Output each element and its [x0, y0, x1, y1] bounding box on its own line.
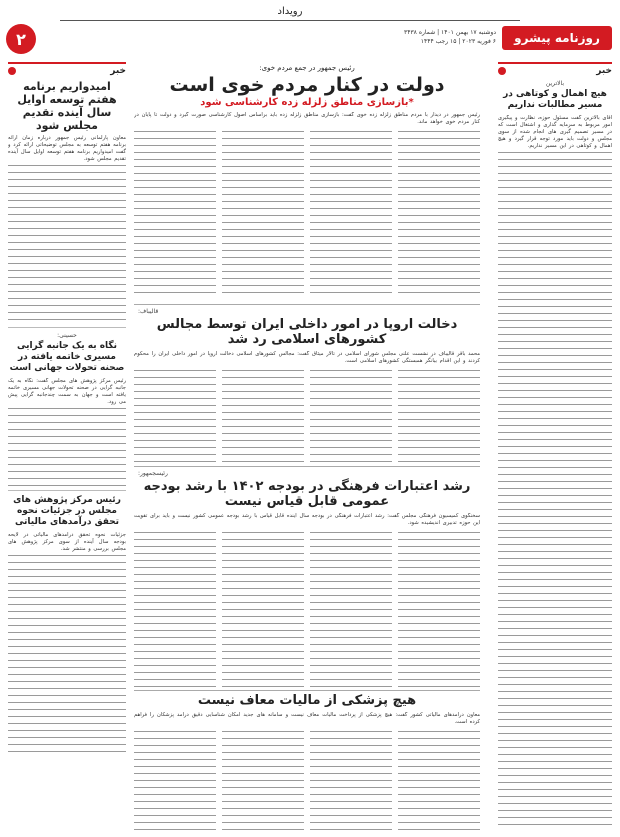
text-column [222, 729, 304, 831]
text-column [398, 368, 480, 463]
text-column [398, 729, 480, 831]
tax-headline: هیچ پزشکی از مالیات معاف نیست [197, 693, 417, 708]
left-body-2-continuation [8, 406, 126, 486]
dateline-row-2: ۶ فوریه ۲۰۲۳ | ۱۵ رجب ۱۴۴۴ [420, 38, 496, 45]
culture-body-columns [134, 530, 480, 687]
right-headline: هیچ اهمال و کوتاهی در مسیر مطالبات نداریم [503, 89, 607, 110]
text-column [222, 368, 304, 463]
europe-body-columns [134, 368, 480, 463]
culture-story [134, 466, 480, 687]
middle-column [134, 62, 480, 831]
text-column [134, 729, 216, 831]
main-body-columns [134, 129, 480, 299]
section-bullet-icon [498, 67, 506, 75]
section-label-text: خبر [596, 66, 612, 76]
culture-body: سخنگوی کمیسیون فرهنگی مجلس گفت: رشد اعتبارات فرهنگی در بودجه سال آینده قابل قیاس با رشد بودجه عمومی کشور نیست و باید برای تقویت این حوزه تدبیری اندیشیده شود. [134, 513, 480, 526]
text-column [134, 368, 216, 463]
left-headline-3: رئیس مرکز پژوهش های مجلس در جزئیات نحوه تحقق درآمدهای مالیاتی [13, 495, 121, 527]
text-column [310, 530, 392, 687]
europe-headline: دخالت اروپا در امور داخلی ایران توسط مجالس کشورهای اسلامی رد شد [156, 317, 458, 347]
left-headline-2: نگاه به یک جانبه گرایی مسیری خاتمه یافته در صحنه تحولات جهانی است [9, 341, 125, 373]
text-column [134, 129, 216, 299]
text-column [134, 530, 216, 687]
divider [8, 327, 126, 328]
left-body-1-continuation [8, 163, 126, 323]
left-body-3: جزئیات نحوه تحقق درآمدهای مالیاتی در لایحه بودجه سال آینده از سوی مرکز پژوهش های مجلس بررسی و منتشر شد. [8, 532, 126, 552]
main-body: رئیس جمهور در دیدار با مردم مناطق زلزله زده خوی گفت: بازسازی مناطق زلزله زده باید براساس اصول کارشناسی صورت گیرد و دولت تا پایان در کنار مردم خوی خواهد ماند. [134, 112, 480, 125]
main-kicker: رئیس جمهور در جمع مردم خوی: [259, 64, 355, 72]
text-column [398, 129, 480, 299]
main-subhead: *بازسازی مناطق زلزله زده کارشناسی شود [200, 97, 414, 108]
left-headline-1: امیدواریم برنامه هفتم توسعه اوایل سال آینده تقدیم مجلس شود [17, 80, 117, 132]
tax-story [134, 690, 480, 831]
left-body-2: رئیس مرکز پژوهش های مجلس گفت: نگاه به یک جانبه گرایی در صحنه تحولات جهانی مسیری خاتمه یافته است و جهان به سمت چندجانبه گرایی پیش می رود. [8, 378, 126, 405]
text-column [222, 530, 304, 687]
tax-body: معاون درآمدهای مالیاتی کشور گفت: هیچ پزشکی از پرداخت مالیات معاف نیست و سامانه های جدید امکان شناسایی دقیق درآمد پزشکان را فراهم کرده است. [134, 712, 480, 725]
left-column [8, 62, 126, 831]
section-title: رویداد [60, 6, 520, 21]
issue-dateline [376, 28, 496, 46]
text-column [398, 530, 480, 687]
main-headline: دولت در کنار مردم خوی است [169, 74, 445, 96]
europe-story [134, 304, 480, 463]
europe-body: محمد باقر قالیباف در نشست علنی مجلس شورای اسلامی در تالار میثاق گفت: مجالس کشورهای اسلامی دخالت اروپا در امور داخلی ایران را محکوم کردند و این اقدام بیانگر همبستگی کشورهای اسلامی است. [134, 351, 480, 364]
right-body-continuation [498, 150, 612, 831]
right-body: آقای بالاترین گفت مسئول حوزه، نظارت و پیگیری امور مربوط به سرمایه گذاری و اشتغال است که در مسیر تصمیم گیری های انجام شده از سوی مجلس و دولت باید مورد توجه قرار گیرد و هیچ اهمال و کوتاهی در این مسیر نداریم. [498, 115, 612, 149]
main-story [134, 62, 480, 300]
page-header [0, 0, 620, 56]
right-kicker: بالاترین [545, 80, 565, 87]
text-column [310, 729, 392, 831]
left-kicker-2: حسینی: [57, 332, 77, 339]
europe-kicker: قالیباف: [138, 308, 159, 315]
text-column [222, 129, 304, 299]
culture-kicker: رئیسجمهور: [138, 470, 168, 477]
section-bullet-icon [8, 67, 16, 75]
dateline-row-1: دوشنبه ۱۷ بهمن ۱۴۰۱ | شماره ۳۴۳۸ [404, 29, 496, 36]
text-column [310, 129, 392, 299]
right-section-label [498, 62, 612, 76]
left-section-label [8, 62, 126, 76]
text-column [310, 368, 392, 463]
divider [8, 490, 126, 491]
page-number-badge: ۲ [6, 24, 36, 54]
culture-headline: رشد اعتبارات فرهنگی در بودجه ۱۴۰۲ با رشد بودجه عمومی قابل قیاس نیست [143, 479, 471, 509]
newspaper-logo: روزنامه پیشرو [502, 26, 612, 50]
left-body-3-continuation [8, 553, 126, 753]
left-body-1: معاون پارلمانی رئیس جمهور درباره زمان ارائه برنامه هفتم توسعه به مجلس توضیحاتی ارائه کرد و گفت امیدواریم برنامه هفتم توسعه اوایل سال آینده تقدیم مجلس شود. [8, 135, 126, 162]
right-column [498, 62, 612, 831]
tax-body-columns [134, 729, 480, 831]
section-label-text: خبر [110, 66, 126, 76]
